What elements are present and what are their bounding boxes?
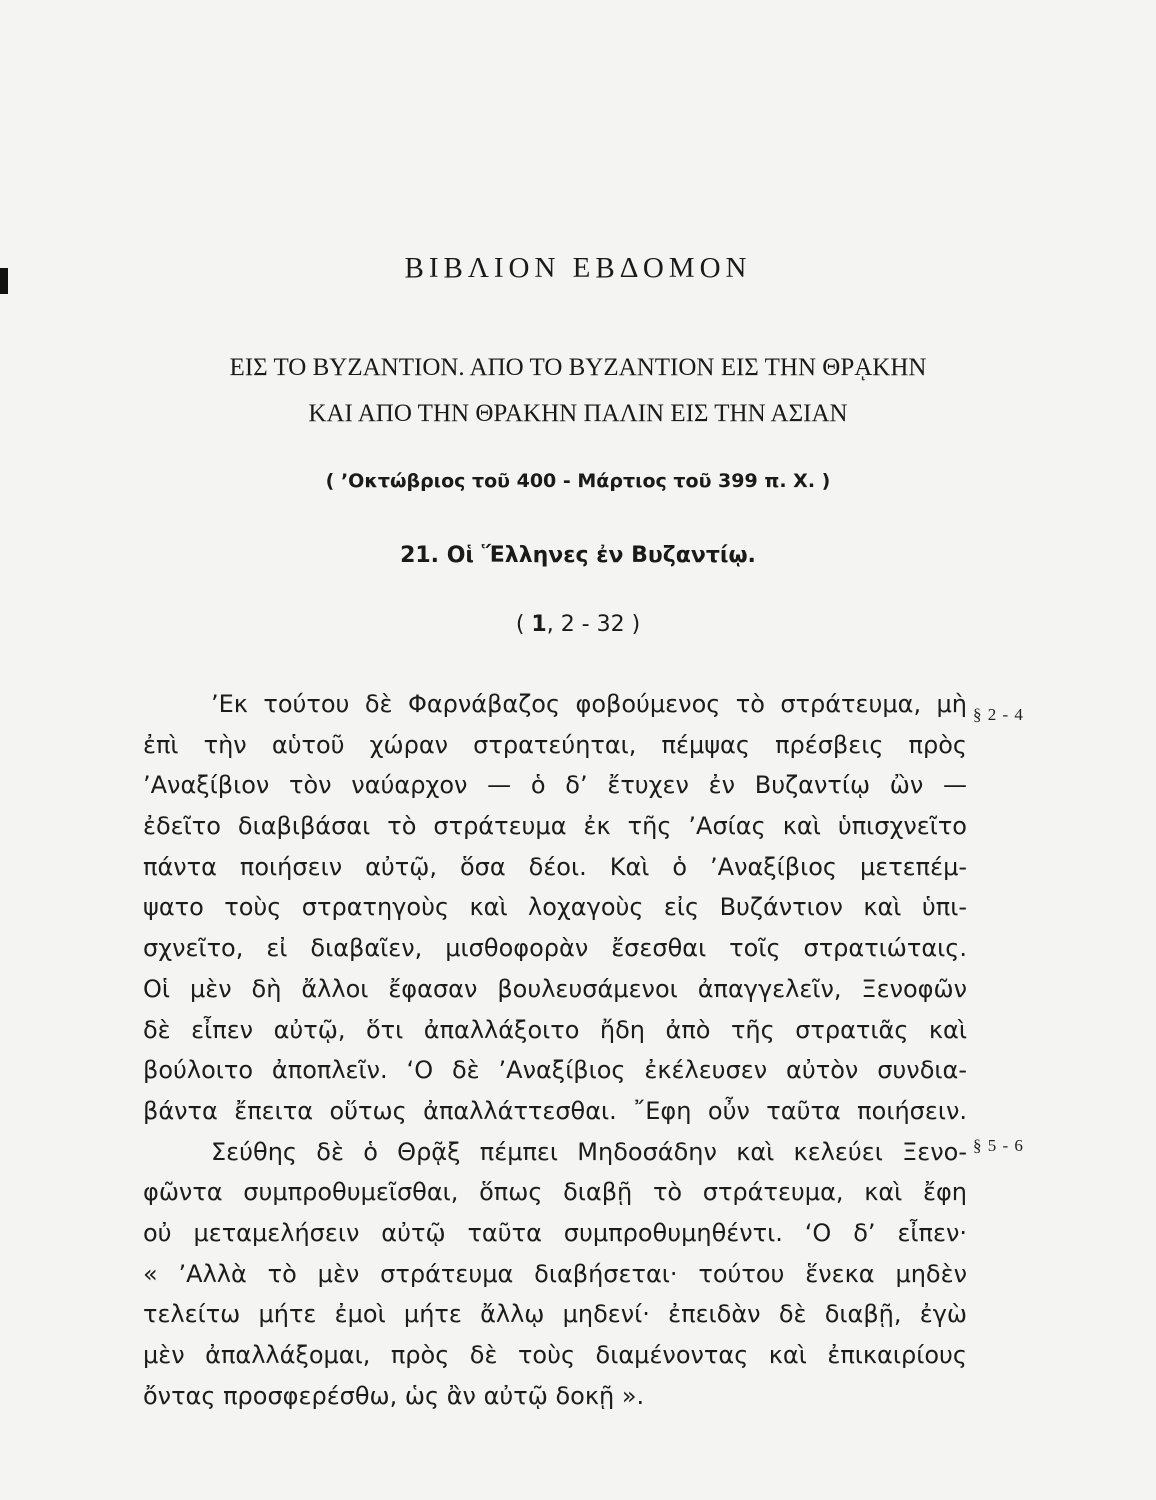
margin-note-section: § 2 - 4 [973, 705, 1024, 724]
body-line: Σεύθης δὲ ὁ Θρᾷξ πέμπει Μηδοσάδην καὶ κελεύει Ξενο- [211, 1137, 967, 1166]
section-range-book: 1 [531, 612, 547, 637]
body-line: φῶντα συμπροθυμεῖσθαι, ὅπως διαβῇ τὸ στράτευμα, καὶ ἔφη [143, 1178, 967, 1207]
chapter-title [120, 345, 1036, 437]
body-line: βούλοιτο ἀποπλεῖν. ‘Ο δὲ ’Αναξίβιος ἐκέλευσεν αὐτὸν συνδια- [143, 1056, 967, 1085]
body-line: ἐδεῖτο διαβιβάσαι τὸ στράτευμα ἐκ τῆς ’Ασίας καὶ ὑπισχνεῖτο [143, 812, 967, 841]
chapter-title-line: ΚΑΙ ΑΠΟ ΤΗΝ ΘΡΑΚΗΝ ΠΑΛΙΝ ΕΙΣ ΤΗΝ ΑΣΙΑΝ [308, 400, 848, 427]
body-line: μὲν ἀπαλλάξομαι, πρὸς δὲ τοὺς διαμένοντας καὶ ἐπικαιρίους [143, 1341, 967, 1369]
body-line: ὄντας προσφερέσθω, ὡς ἂν αὐτῷ δοκῇ ». [143, 1381, 645, 1410]
section-range-rest: , 2 - 32 ) [546, 612, 641, 637]
body-line: ἐπὶ τὴν αὑτοῦ χώραν στρατεύηται, πέμψας πρέσβεις πρὸς [143, 730, 967, 759]
book-title: ΒΙΒΛΙΟΝ ΕΒΔΟΜΟΝ [404, 252, 752, 284]
body-line: ’Εκ τούτου δὲ Φαρνάβαζος φοβούμενος τὸ στράτευμα, μὴ [211, 690, 967, 718]
body-line: ψατο τοὺς στρατηγοὺς καὶ λοχαγοὺς εἰς Βυζάντιον καὶ ὑπι- [143, 893, 967, 922]
body-line: « ’Αλλὰ τὸ μὲν στράτευμα διαβήσεται· τούτου ἕνεκα μηδὲν [143, 1259, 967, 1288]
body-line: Οἱ μὲν δὴ ἄλλοι ἔφασαν βουλευσάμενοι ἀπαγγελεῖν, Ξενοφῶν [143, 974, 967, 1003]
body-line: βάντα ἔπειτα οὕτως ἀπαλλάττεσθαι. ῎Εφη οὖν ταῦτα ποιήσειν. [143, 1096, 967, 1125]
body-text [143, 684, 967, 1416]
date-range: ( ’Οκτώβριος τοῦ 400 - Μάρτιος τοῦ 399 π. Χ. ) [325, 470, 831, 492]
body-line: πάντα ποιήσειν αὐτῷ, ὅσα δέοι. Καὶ ὁ ’Αναξίβιος μετεπέμ- [143, 852, 967, 881]
section-heading: 21. Οἱ Ἕλληνες ἐν Βυζαντίῳ. [400, 543, 756, 568]
margin-note-section: § 5 - 6 [973, 1136, 1024, 1155]
section-range [0, 612, 1156, 637]
body-line: ’Αναξίβιον τὸν ναύαρχον — ὁ δ’ ἔτυχεν ἐν Βυζαντίῳ ὢν — [143, 771, 967, 800]
body-line: οὐ μεταμελήσειν αὐτῷ ταῦτα συμπροθυμηθέντι. ‘Ο δ’ εἶπεν· [143, 1218, 967, 1247]
body-line: δὲ εἶπεν αὐτῷ, ὅτι ἀπαλλάξοιτο ἤδη ἀπὸ τῆς στρατιᾶς καὶ [143, 1015, 967, 1044]
body-line: σχνεῖτο, εἰ διαβαῖεν, μισθοφορὰν ἔσεσθαι τοῖς στρατιώταις. [143, 934, 967, 963]
chapter-title-line: ΕΙΣ ΤΟ ΒΥΖΑΝΤΙΟΝ. ΑΠΟ ΤΟ ΒΥΖΑΝΤΙΟΝ ΕΙΣ ΤΗΝ ΘΡᾼΚΗΝ [229, 354, 927, 381]
section-range-open: ( [515, 612, 532, 637]
body-line: τελείτω μήτε ἐμοὶ μήτε ἄλλῳ μηδενί· ἐπειδὰν δὲ διαβῇ, ἐγὼ [143, 1300, 967, 1329]
